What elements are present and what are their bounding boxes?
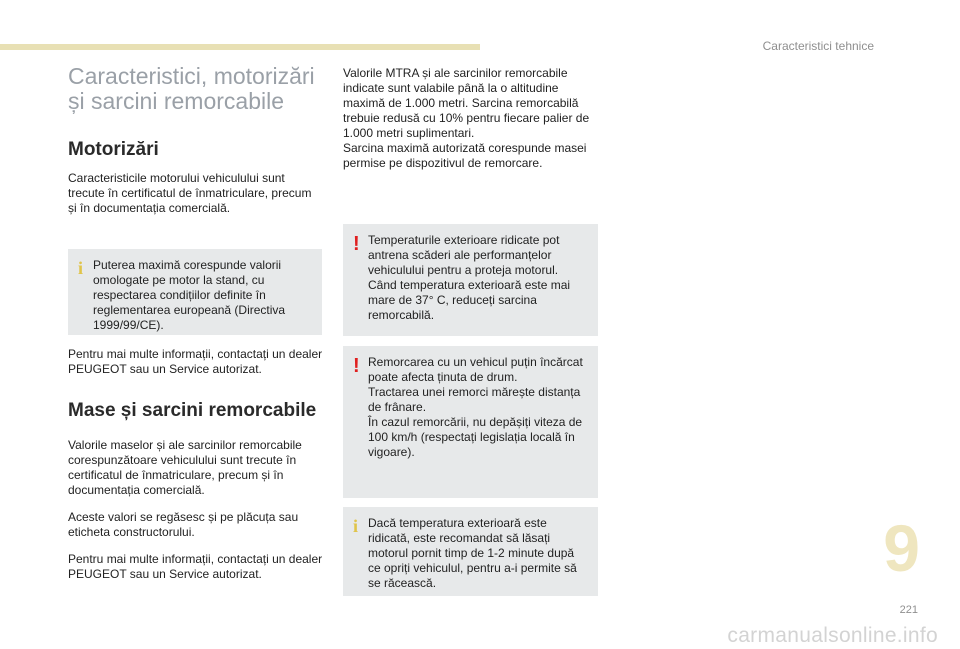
section-heading-mase: Mase și sarcini remorcabile [68, 400, 317, 421]
page-number: 221 [899, 604, 918, 616]
mase-paragraph-2: Aceste valori se regăsesc și pe plăcuța sau eticheta constructorului. [68, 510, 299, 539]
info-icon: i [353, 516, 359, 536]
warning-box-temperature-text: Temperaturile exterioare ridicate pot antrena scăderi ale performanțelor vehiculului pentru a proteja motorul. Când temperatura exterioară este mai mare de 37° C, reduceți sarcina remorcabilă. [368, 233, 571, 322]
warning-towing-line-2: Tractarea unei remorci mărește distanța de frânare. [368, 385, 581, 414]
section-heading-motorizari: Motorizări [68, 139, 159, 160]
warning-towing-line-3: În cazul remorcării, nu depășiți viteza de 100 km/h (respectați legislația locală în vigoare). [368, 415, 583, 459]
warning-box-towing-text [368, 355, 590, 460]
warning-box-towing [343, 346, 598, 498]
motorizari-intro: Caracteristicile motorului vehiculului sunt trecute în certificatul de înmatriculare, precum și în documentația comercială. [68, 171, 312, 215]
left-column-lower [68, 347, 323, 582]
info-box-power [68, 249, 322, 335]
mtra-paragraph: Valorile MTRA și ale sarcinilor remorcabile indicate sunt valabile până la o altitudine maximă de 1.000 metri. Sarcina remorcabilă trebuie redusă cu 10% pentru fiecare palier de 1.000 metri suplimentari. [343, 66, 590, 140]
motorizari-more-info: Pentru mai multe informații, contactați un dealer PEUGEOT sau un Service autorizat. [68, 347, 323, 376]
info-box-power-text: Puterea maximă corespunde valorii omologate pe motor la stand, cu respectarea condițiilor definite în reglementarea europeană (Directiva 1999/99/CE). [93, 258, 286, 332]
max-load-paragraph: Sarcina maximă autorizată corespunde masei permise pe dispozitivul de remorcare. [343, 141, 587, 170]
chapter-number: 9 [883, 511, 920, 585]
info-icon: i [78, 258, 84, 278]
info-box-engine-cooling [343, 507, 598, 596]
mase-paragraph-3: Pentru mai multe informații, contactați un dealer PEUGEOT sau un Service autorizat. [68, 552, 323, 581]
warning-towing-line-1: Remorcarea cu un vehicul puțin încărcat poate afecta ținuta de drum. [368, 355, 583, 384]
right-column [343, 66, 598, 171]
warning-icon: ! [353, 355, 360, 377]
warning-icon: ! [353, 233, 360, 255]
page-title: Caracteristici, motorizări și sarcini remorcabile [68, 63, 315, 114]
warning-box-temperature [343, 224, 598, 336]
left-column [68, 64, 323, 216]
mase-paragraph-1: Valorile maselor și ale sarcinilor remorcabile corespunzătoare vehiculului sunt trecute în certificatul de înmatriculare, precum și în documentația comercială. [68, 438, 302, 497]
info-box-engine-cooling-text: Dacă temperatura exterioară este ridicată, este recomandat să lăsați motorul pornit timp de 1-2 minute după ce opriți vehiculul, pentru a-i permite să se răcească. [368, 516, 577, 590]
watermark: carmanualsonline.info [727, 624, 938, 647]
header-accent-bar [0, 44, 480, 50]
chapter-title: Caracteristici tehnice [762, 39, 874, 53]
